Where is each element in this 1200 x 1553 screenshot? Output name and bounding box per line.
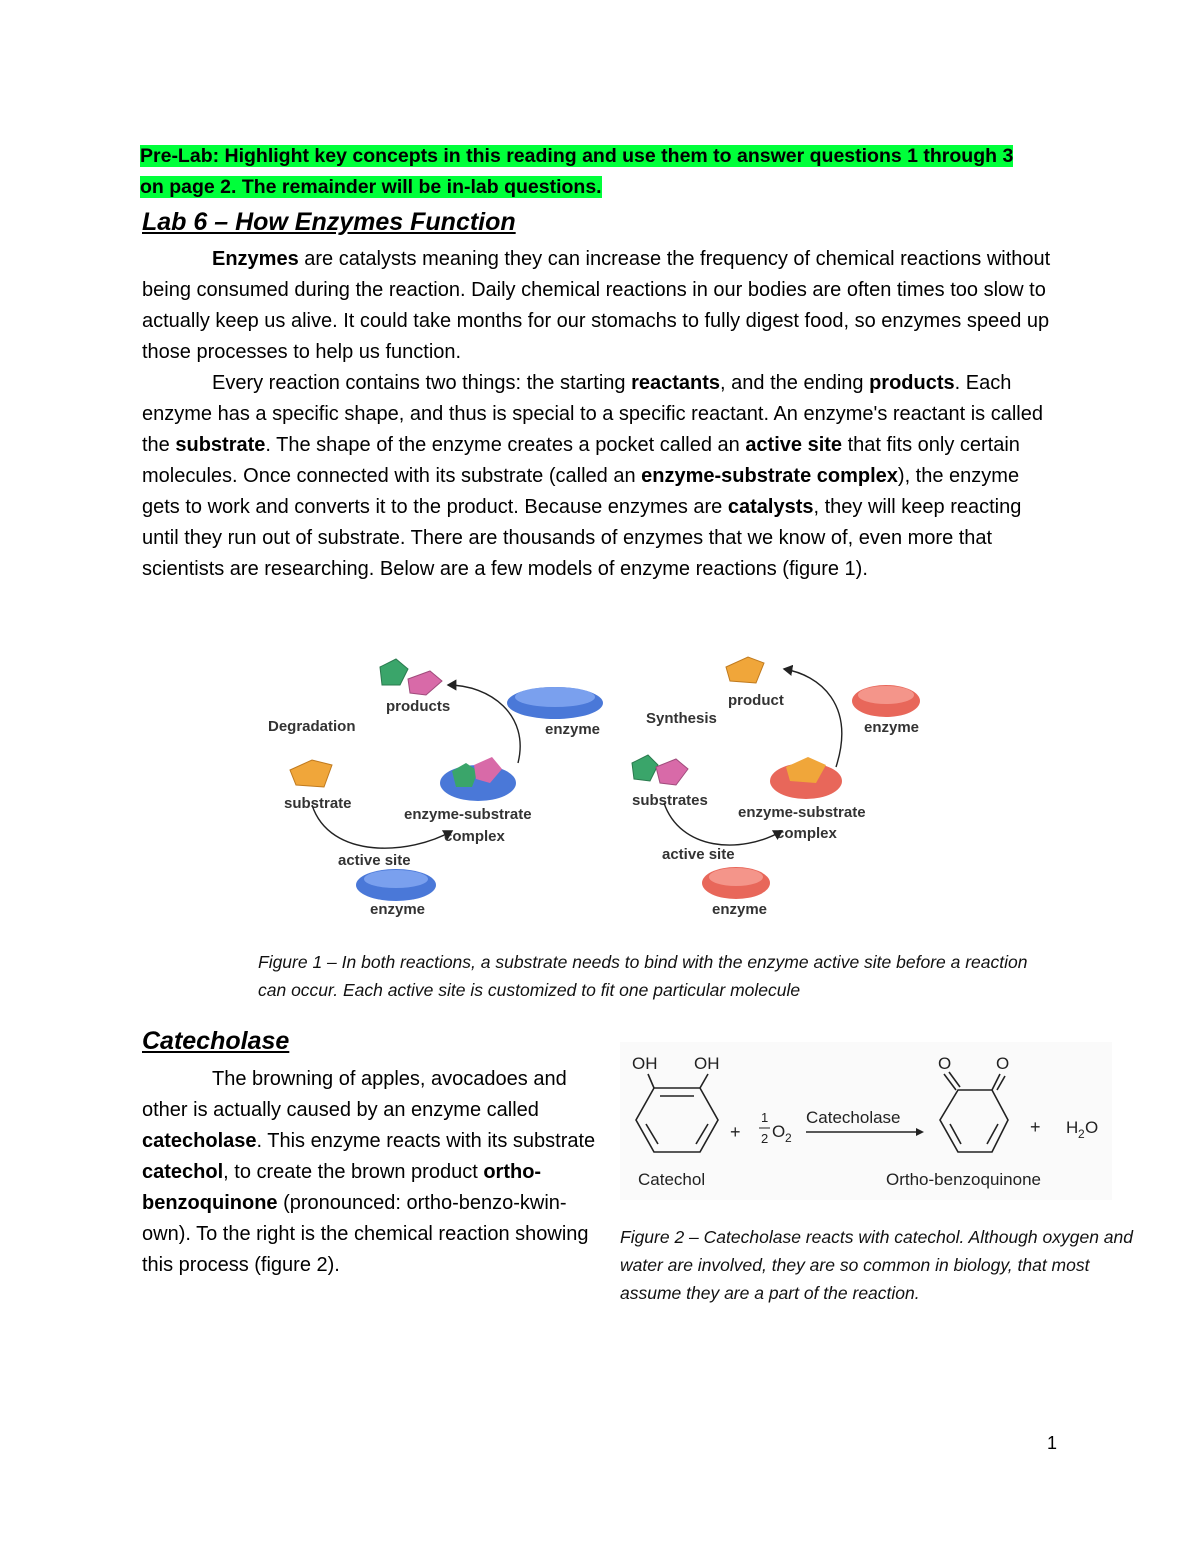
complex-label-deg-1: enzyme-substrate — [404, 806, 532, 823]
plus-sign-1: + — [730, 1122, 741, 1142]
complex-label-deg-2: complex — [444, 828, 505, 845]
term-catecholase: catecholase — [142, 1130, 257, 1152]
enzyme-bottom-label-deg: enzyme — [370, 901, 426, 918]
text: The browning of apples, avocadoes and other is actually caused by an enzyme called — [142, 1068, 567, 1121]
arrow-complex-to-product — [784, 669, 842, 767]
term-reactants: reactants — [631, 372, 721, 394]
figure-2-reaction — [620, 1042, 1112, 1200]
text: are catalysts meaning they can increase the frequency of chemical reactions without being consumed during the reaction. Daily chemical reactions in our bodies are often times too slow to actually keep us alive. It could take months for our stomachs to fully digest food, so enzymes speed up those processes to help us function. — [142, 248, 1051, 363]
arrow-label: Catecholase — [806, 1108, 901, 1127]
term-products: products — [869, 372, 955, 394]
active-site-label-deg: active site — [338, 852, 411, 869]
product-label: product — [728, 692, 784, 709]
oxygen-subscript: 2 — [785, 1131, 792, 1145]
enzyme-substrate-complex-icon-syn — [770, 757, 842, 799]
complex-label-syn-2: complex — [776, 825, 837, 842]
products-icon — [380, 659, 442, 695]
text: , to create the brown product — [223, 1161, 484, 1183]
water-h: H — [1066, 1118, 1079, 1137]
active-site-label-syn: active site — [662, 846, 735, 863]
enzyme-icon-top-right — [852, 685, 920, 717]
water-subscript: 2 — [1078, 1127, 1085, 1141]
synthesis-title: Synthesis — [646, 710, 717, 727]
product-label-fig2: Ortho-benzoquinone — [886, 1170, 1042, 1189]
text: ), the enzyme gets to work and converts it to the product. Because enzymes are — [142, 465, 1020, 518]
prelab-line-1: Pre-Lab: Highlight key concepts in this reading and use them to answer questions 1 through 3 — [140, 145, 1014, 167]
o-label-2: O — [996, 1054, 1010, 1073]
oh-label-1: OH — [632, 1054, 658, 1073]
text: . The shape of the enzyme creates a pocket called an — [265, 434, 746, 456]
paragraph-enzymes — [142, 244, 1062, 368]
oxygen-label: O — [772, 1122, 786, 1141]
o-label-1: O — [938, 1054, 952, 1073]
page-title: Lab 6 – How Enzymes Function — [142, 208, 516, 236]
text: , and the ending — [720, 372, 870, 394]
prelab-line-2: on page 2. The remainder will be in-lab questions. — [140, 176, 602, 198]
enzyme-icon-top-left — [507, 687, 603, 719]
arrow-complex-to-products — [448, 685, 520, 763]
complex-label-syn-1: enzyme-substrate — [738, 804, 866, 821]
degradation-title: Degradation — [268, 718, 356, 735]
enzyme-bottom-label-syn: enzyme — [712, 901, 768, 918]
product-icon — [726, 657, 764, 683]
products-label: products — [386, 698, 451, 715]
enzyme-icon-bottom-deg — [356, 869, 436, 901]
text: that fits only certain molecules. Once connected with its substrate (called an — [142, 434, 1020, 487]
term-enzyme-substrate-complex: enzyme-substrate complex — [641, 465, 898, 487]
term-active-site: active site — [745, 434, 843, 456]
half-numerator: 1 — [761, 1110, 769, 1125]
paragraph-reactions — [142, 368, 1062, 585]
text: . This enzyme reacts with its substrate — [256, 1130, 596, 1152]
prelab-instructions — [140, 141, 1060, 203]
catechol-label: Catechol — [638, 1170, 706, 1189]
substrate-icon — [290, 760, 332, 787]
water-o: O — [1085, 1118, 1099, 1137]
figure-1-enzyme-models — [260, 645, 940, 930]
enzyme-icon-bottom-syn — [702, 867, 770, 899]
intro-paragraphs — [142, 244, 1062, 585]
enzyme-substrate-complex-icon-deg — [440, 757, 516, 801]
page-number: 1 — [1047, 1433, 1058, 1453]
oh-label-2: OH — [694, 1054, 720, 1073]
figure-1-caption: Figure 1 – In both reactions, a substrate needs to bind with the enzyme active site before a reaction can occur. Each active site is customized to fit one particular molecule — [258, 952, 1028, 1000]
substrates-label: substrates — [632, 792, 708, 809]
figure-2-caption: Figure 2 – Catecholase reacts with catechol. Although oxygen and water are involved, they are so common in biology, that most assume they are a part of the reaction. — [620, 1227, 1133, 1303]
term-ortho-benzoquinone: ortho-benzoquinone — [142, 1161, 542, 1214]
half-denominator: 2 — [761, 1131, 769, 1146]
substrate-label: substrate — [284, 795, 352, 812]
term-substrate: substrate — [175, 434, 266, 456]
text: Every reaction contains two things: the starting — [212, 372, 632, 394]
enzyme-top-label-deg: enzyme — [545, 721, 601, 738]
catecholase-heading: Catecholase — [142, 1027, 290, 1055]
term-catalysts: catalysts — [727, 496, 814, 518]
term-enzymes: Enzymes — [212, 248, 299, 270]
enzyme-top-label-syn: enzyme — [864, 719, 920, 736]
catecholase-paragraph — [142, 1064, 604, 1281]
text: , they will keep reacting until they run out of substrate. There are thousands of enzymes that we know of, even more that scientists are researching. Below are a few models of enzyme reactions (figure 1). — [142, 496, 1022, 580]
term-catechol: catechol — [142, 1161, 224, 1183]
text: . Each enzyme has a specific shape, and thus is special to a specific reactant. An enzyme's reactant is called the — [142, 372, 1043, 456]
plus-sign-2: + — [1030, 1117, 1041, 1137]
substrates-icon — [632, 755, 688, 785]
text: (pronounced: ortho-benzo-kwin-own). To the right is the chemical reaction showing this process (figure 2). — [142, 1192, 589, 1276]
